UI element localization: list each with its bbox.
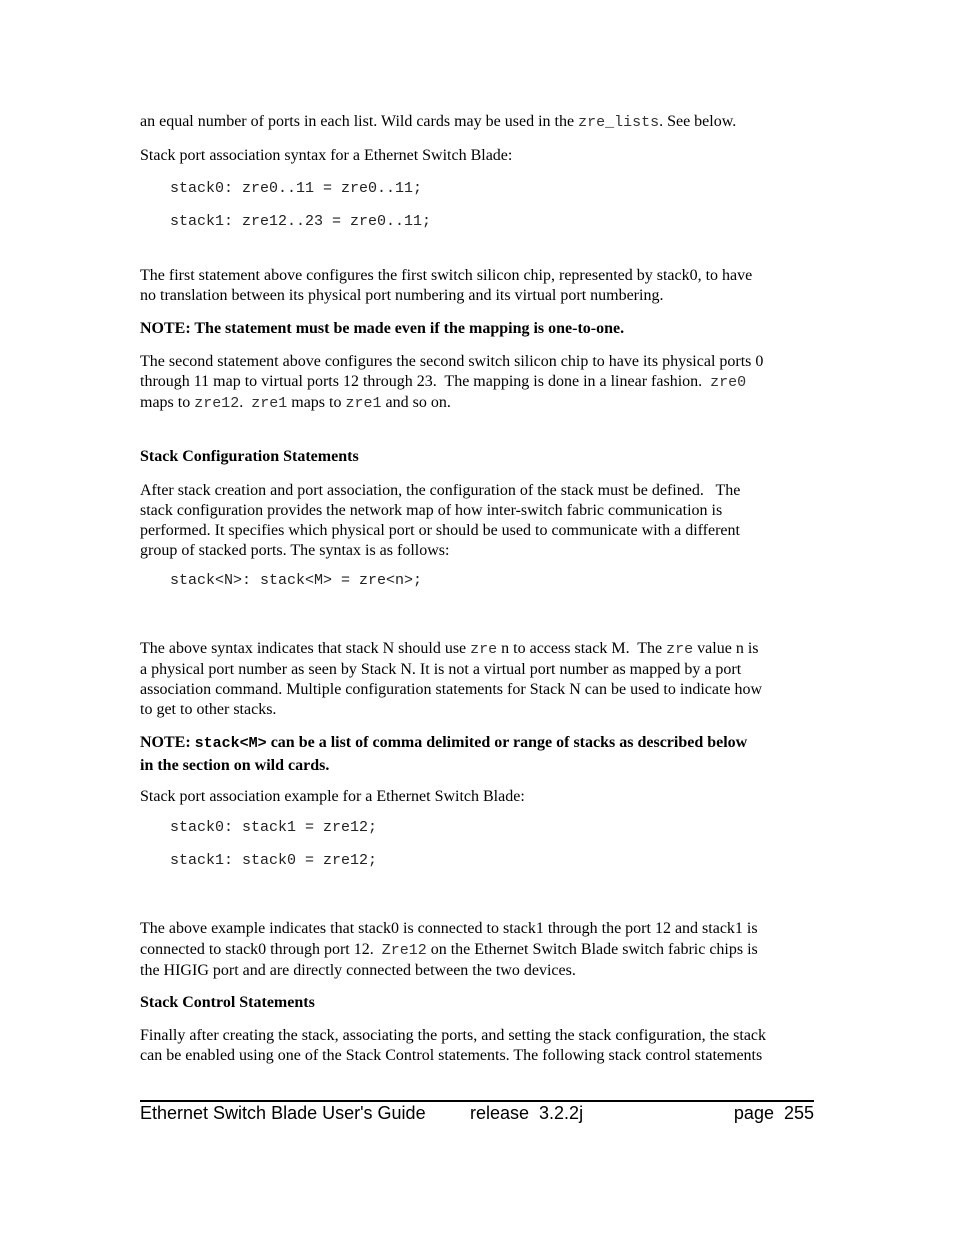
text-line: association command. Multiple configuration statements for Stack N can be used to indicate how [140,681,763,698]
footer-title: Ethernet Switch Blade User's Guide [140,1103,426,1123]
note: NOTE: The statement must be made even if the mapping is one-to-one. [140,320,625,337]
code-line: stack0: stack1 = zre12; [170,819,378,836]
text-line: Finally after creating the stack, associating the ports, and setting the stack configuration, the stack [140,1027,767,1044]
text: an equal number of ports in each list. Wild cards may be used in the [140,113,579,130]
text-line: the HIGIG port and are directly connected between the two devices. [140,962,576,979]
paragraph [140,1026,766,1066]
text: The above syntax indicates that stack N should use [140,640,471,657]
code-line: stack1: stack0 = zre12; [170,852,378,869]
inline-code: zre_lists [578,114,660,131]
inline-code: zre1 [345,395,382,412]
text-line: The second statement above configures the second switch silicon chip to have its physical ports 0 [140,353,764,370]
inline-code: Zre12 [381,941,427,959]
text: . See below. [659,113,737,130]
paragraph [140,639,762,720]
text: and so on. [381,394,451,411]
inline-code: zre0 [710,374,747,391]
text-line: The first statement above configures the first switch silicon chip, represented by stack0, to have [140,267,753,284]
paragraph: Stack port association example for a Ethernet Switch Blade: [140,788,525,805]
text-line: After stack creation and port association, the configuration of the stack must be defined. The [140,482,741,499]
text: value n is [693,640,759,657]
code-line: stack1: zre12..23 = zre0..11; [170,213,432,230]
text-line: group of stacked ports. The syntax is as follows: [140,542,450,559]
paragraph: Stack port association syntax for a Ethernet Switch Blade: [140,147,513,164]
footer-release: release 3.2.2j [470,1103,584,1123]
section-heading: Stack Control Statements [140,994,315,1011]
text: . [239,394,252,411]
text-line: to get to other stacks. [140,701,277,718]
text: through 11 map to virtual ports 12 through 23. The mapping is done in a linear fashion. [140,373,711,390]
inline-code: zre12 [194,395,240,412]
inline-code: zre [470,641,498,658]
text-line: a physical port number as seen by Stack N. It is not a virtual port number as mapped by a port [140,661,742,678]
text-line: stack configuration provides the network map of how inter-switch fabric communication is [140,502,723,519]
text: can be a list of comma delimited or range of stacks as described below [266,734,748,751]
paragraph [140,919,758,982]
paragraph [140,266,752,306]
paragraph [140,481,740,561]
footer-page-number: page 255 [733,1103,814,1123]
paragraph [140,352,763,414]
inline-code: zre [666,641,694,658]
text-line: can be enabled using one of the Stack Control statements. The following stack control statements [140,1047,763,1064]
section-heading: Stack Configuration Statements [140,448,359,465]
inline-code: zre1 [251,395,288,412]
text-line: no translation between its physical port numbering and its virtual port numbering. [140,287,664,304]
paragraph [140,112,736,133]
text-line: performed. It specifies which physical port or should be used to communicate with a different [140,522,740,539]
inline-code: stack<M> [194,735,267,752]
note [140,732,747,777]
code-line: stack0: zre0..11 = zre0..11; [170,180,423,197]
text: n to access stack M. The [497,640,667,657]
text: connected to stack0 through port 12. [140,940,382,958]
page-footer [140,1100,814,1123]
text: maps to [140,394,195,411]
text: maps to [287,394,346,411]
text: on the Ethernet Switch Blade switch fabric chips is [426,940,758,958]
text: NOTE: [140,734,195,751]
text-line: in the section on wild cards. [140,757,330,774]
text-line: The above example indicates that stack0 is connected to stack1 through the port 12 and stack1 is [140,920,758,937]
code-line: stack<N>: stack<M> = zre<n>; [170,572,423,589]
